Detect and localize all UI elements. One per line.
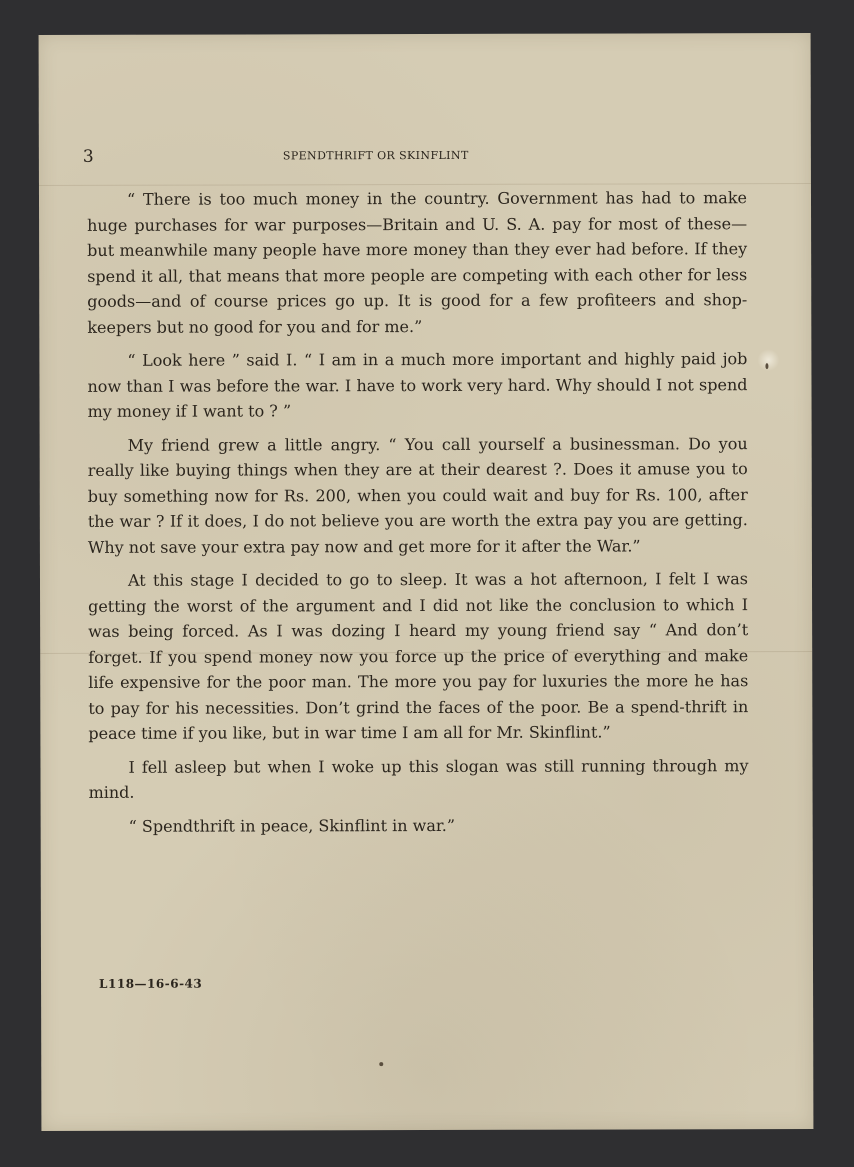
paragraph: “ Look here ” said I. “ I am in a much more important and highly paid job now than I was before the war. I have to work very hard. Why should I not spend my money if I want to ? ” (87, 349, 748, 421)
paper-speck (765, 363, 768, 369)
paragraph: At this stage I decided to go to sleep. It was a hot afternoon, I felt I was getting the worst of the argument and I did not like the conclusion to which I was being forced. As I was dozing I heard my young friend say “ And don’t forget. If you spend money now you force up the price of everything and make life expensive for the poor man. The more you pay for luxuries the more he has to pay for his necessities. Don’t grind the faces of the poor. Be a spend-thrift in peace time if you like, but in war time I am all for Mr. Skinflint.” (88, 569, 749, 743)
paper-speck (379, 1062, 383, 1066)
page-header (82, 145, 773, 167)
paper-tear-mark (757, 349, 779, 371)
paper-sheet (39, 33, 814, 1131)
page-number: 3 (82, 146, 94, 167)
article-body (87, 185, 749, 839)
paragraph: I fell asleep but when I woke up this slogan was still running through my mind. (88, 755, 749, 802)
paragraph: My friend grew a little angry. “ You call yourself a businessman. Do you really like buying things when they are at their dearest ?. Does it amuse you to buy something now for Rs. 200, when you could wait and buy for Rs. 100, after the war ? If it does, I do not believe you are worth the extra pay you are getting. Why not save your extra pay now and get more for it after the War.” (87, 433, 748, 557)
running-head: SPENDTHRIFT OR SKINFLINT (282, 148, 469, 163)
closing-slogan: “ Spendthrift in peace, Skinflint in war.” (128, 815, 456, 836)
print-code: L118—16-6-43 (99, 976, 203, 991)
paragraph: “ There is too much money in the country. Government has had to make huge purchases for war purposes—Britain and U. S. A. pay for most of these—but meanwhile many people have more money than they ever had before. If they spend it all, that means that more people are competing with each other for less goods—and of course prices go up. It is good for a few profiteers and shop-keepers but no good for you and for me.” (87, 188, 748, 337)
